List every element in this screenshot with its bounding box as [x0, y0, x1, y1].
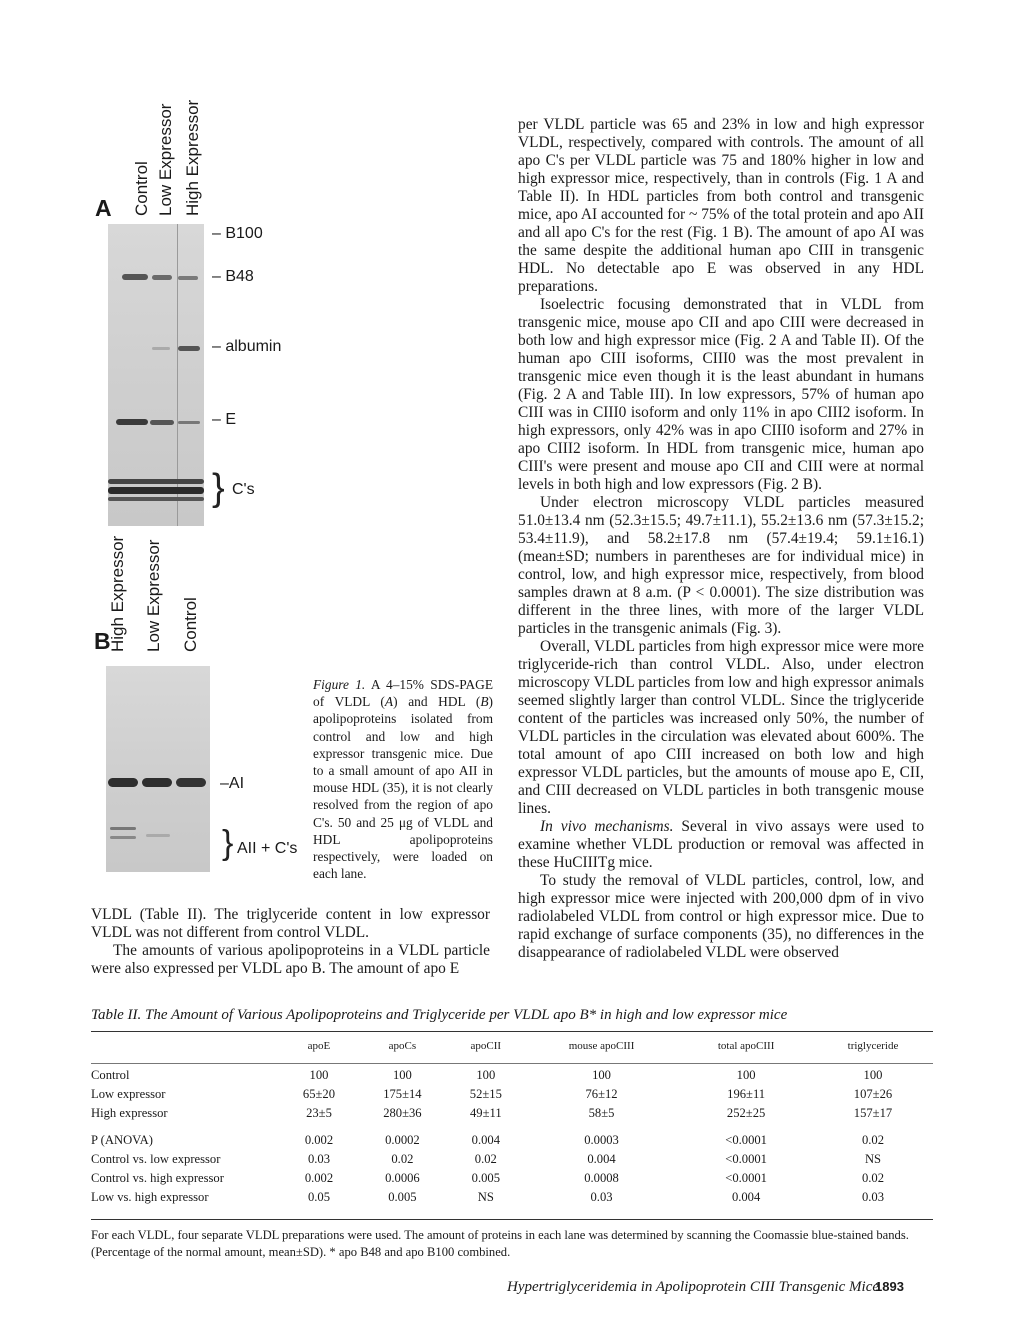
band-albumin [152, 347, 170, 350]
table-row [91, 1188, 933, 1207]
marker-e: – E [212, 411, 237, 428]
column-header: apoCs [388, 1040, 417, 1052]
table-cell: 100 [476, 1068, 496, 1082]
table-cell: 65±20 [302, 1087, 336, 1101]
column-header: triglyceride [847, 1040, 899, 1052]
table-cell: 0.02 [391, 1152, 414, 1166]
table-cell: 100 [309, 1068, 329, 1082]
table-top-rule [91, 1031, 933, 1032]
table-cell: 0.0003 [584, 1133, 619, 1147]
lane-label-high-expressor: High Expressor [183, 99, 202, 216]
lane-label-control: Control [181, 597, 200, 652]
band-cs [108, 487, 204, 494]
row-label: High expressor [91, 1106, 168, 1120]
table-cell: 76±12 [585, 1087, 618, 1101]
row-label: Control vs. low expressor [91, 1152, 221, 1166]
brace-icon: } [222, 824, 234, 862]
band-cs [108, 479, 204, 484]
table-row [91, 1104, 933, 1123]
figure-caption: Figure 1. A 4–15% SDS-PAGE of VLDL (A) and HDL (B) apolipoproteins isolated from control and low and high expressor transgenic mice. Due to a small amount of apo AII in mouse HDL (35), it is not clearly resolved from the region of apo C's. 50 and 25 μg of VLDL and HDL apolipoproteins respectively, were loaded on each lane. [313, 677, 494, 882]
lane-label-low-expressor: Low Expressor [156, 103, 175, 216]
paragraph: Overall, VLDL particles from high expressor mice were more triglyceride-rich than control VLDL. Also, under electron microscopy VLDL particles from low and high expressor animals seemed slightly larger than control VLDL. Since the triglyceride content of the particles was increased only 50%, the number of VLDL particles in the circulation was elevated about 600%. The total amount of apo CIII increased on both low and high expressor VLDL particles, but the amounts of mouse apo E, CII, and CIII decreased on VLDL particles in both transgenic mouse lines. [518, 638, 924, 817]
lane-label-high-expressor: High Expressor [108, 535, 127, 652]
table-cell: 49±11 [470, 1106, 502, 1120]
table-cell: 0.0008 [584, 1171, 619, 1185]
table-cell: 58±5 [588, 1106, 615, 1120]
left-column [91, 906, 490, 978]
table-cell: 23±5 [306, 1106, 332, 1120]
table-cell: 100 [592, 1068, 611, 1082]
lane-label-low-expressor: Low Expressor [144, 539, 163, 652]
gel-panel-b [106, 666, 210, 872]
paragraph: The amounts of various apolipoproteins in a VLDL particle were also expressed per VLDL apo B. The amount of apo E [91, 942, 490, 977]
band-ai [142, 778, 172, 787]
table-cell: 0.002 [304, 1133, 334, 1147]
table-cell: 0.004 [471, 1133, 500, 1147]
table-row [91, 1066, 933, 1085]
table-cell: 175±14 [383, 1087, 422, 1101]
table-spacer [91, 1123, 933, 1131]
band-aii-cs [110, 836, 136, 839]
paragraph: VLDL (Table II). The triglyceride content in low expressor VLDL was not different from control VLDL. [91, 906, 490, 941]
paragraph: To study the removal of VLDL particles, control, low, and high expressor mice were injected with 200,000 dpm of in vivo radiolabeled VLDL from control or high expressor mice. Due to rapid exchange of surface components (35), no differences in the disappearance of radiolabeled VLDL were observed [518, 872, 924, 961]
column-header: apoCII [470, 1040, 502, 1052]
band-cs [108, 497, 204, 501]
table-footnote: For each VLDL, four separate VLDL preparations were used. The amount of proteins in each lane was determined by scanning the Coomassie blue-stained bands. (Percentage of the normal amount, mean±SD). * apo B48 and apo B100 combined. [91, 1228, 909, 1259]
row-label: Control vs. high expressor [91, 1171, 224, 1185]
page-number: 1893 [875, 1279, 904, 1294]
table-cell: 196±11 [727, 1087, 766, 1101]
table-cell: <0.0001 [725, 1171, 767, 1185]
table-cell: 0.005 [388, 1190, 417, 1204]
panel-a-letter: A [95, 195, 112, 221]
table-cell: 100 [736, 1068, 756, 1082]
row-label: Low expressor [91, 1087, 166, 1101]
table-cell: <0.0001 [725, 1133, 767, 1147]
table-cell: 0.004 [731, 1190, 761, 1204]
band-aii-cs [146, 834, 170, 837]
caption-label: Figure 1. [313, 677, 366, 692]
table-cell: 0.0006 [385, 1171, 420, 1185]
data-table [91, 1040, 933, 1207]
band-ai [176, 778, 206, 787]
table-cell: 0.02 [861, 1171, 885, 1185]
marker-ai: –AI [220, 775, 245, 792]
row-label: Control [91, 1068, 130, 1082]
marker-albumin: – albumin [212, 338, 282, 355]
marker-b100: – B100 [212, 225, 263, 242]
table-cell: NS [864, 1152, 882, 1166]
paragraph: In vivo mechanisms. Several in vivo assays were used to examine whether VLDL production or removal was affected in these HuCIIITg mice. [518, 818, 925, 871]
table-cell: 0.05 [307, 1190, 330, 1204]
row-label: P (ANOVA) [91, 1133, 153, 1147]
brace-icon: } [212, 467, 225, 509]
band-albumin [178, 346, 200, 351]
table-header-row [91, 1040, 933, 1066]
table-title: Table II. The Amount of Various Apolipoproteins and Triglyceride per VLDL apo B* in high and low expressor mice [91, 1007, 788, 1023]
table-cell: NS [477, 1190, 494, 1204]
band-b48 [122, 274, 148, 280]
table-cell: 0.03 [307, 1152, 330, 1166]
lane-label-control: Control [132, 161, 151, 216]
running-head: Hypertriglyceridemia in Apolipoprotein CIII Transgenic Mice [507, 1279, 880, 1295]
band-e [116, 419, 148, 425]
table-row [91, 1131, 933, 1150]
table-cell: 252±25 [726, 1106, 766, 1120]
table-cell: 0.02 [474, 1152, 497, 1166]
table-cell: <0.0001 [725, 1152, 767, 1166]
table-row [91, 1169, 933, 1188]
table-cell: 100 [863, 1068, 883, 1082]
table-cell: 0.0002 [385, 1133, 420, 1147]
table-bottom-rule [91, 1219, 933, 1220]
table-cell: 0.005 [471, 1171, 500, 1185]
table-cell: 0.004 [587, 1152, 616, 1166]
table-cell: 157±17 [853, 1106, 893, 1120]
paragraph: Isoelectric focusing demonstrated that in VLDL from transgenic mice, mouse apo CII and apo CIII were decreased in both low and high expressor mice (Fig. 2 A and Table II). Of the human apo CIII isoforms, CIII0 was the most prevalent in transgenic mice even though it is the least abundant in humans (Fig. 2 A and Table III). In low expressors, 57% of human apo CIII was in CIII0 isoform and only 11% in apo CIII2 isoform. In high expressors, only 42% was in apo CIII0 isoform and 27% in apo CIII2 isoform. In HDL from transgenic mice, human apo CIII's were present and mouse apo CII and CIII were at normal levels in both high and low expressors (Fig. 2 B). [518, 296, 924, 493]
table-cell: 0.02 [861, 1133, 885, 1147]
marker-cs: C's [232, 481, 255, 498]
gel-panel-a [108, 224, 204, 526]
table-cell: 280±36 [383, 1106, 422, 1120]
panel-b-letter: B [94, 628, 111, 654]
band-e [150, 420, 174, 425]
table-cell: 52±15 [469, 1087, 502, 1101]
column-header: mouse apoCIII [568, 1040, 635, 1052]
band-ai [108, 778, 138, 787]
table-cell: 0.03 [861, 1190, 885, 1204]
table-cell: 100 [392, 1068, 412, 1082]
band-b48 [178, 276, 198, 280]
right-column [518, 116, 924, 962]
table-cell: 0.03 [590, 1190, 613, 1204]
column-header: apoE [307, 1040, 331, 1052]
table-cell: 107±26 [853, 1087, 893, 1101]
row-label: Low vs. high expressor [91, 1190, 209, 1204]
marker-aii-cs: AII + C's [237, 840, 298, 857]
column-header [91, 1040, 281, 1066]
paragraph: per VLDL particle was 65 and 23% in low and high expressor VLDL, respectively, compared with controls. The amount of all apo C's per VLDL particle was 75 and 180% higher in low and high expressor mice, respectively, than in controls (Fig. 1 A and Table II). In HDL particles from both control and transgenic mice, apo AI accounted for ~ 75% of the total protein and apo AII and all apo C's for the rest (Fig. 1 B). The amount of apo AI was the same despite the additional human apo CIII in transgenic HDL. No detectable apo E was observed in any HDL preparations. [518, 116, 924, 295]
column-header: total apoCIII [717, 1040, 775, 1052]
band-aii-cs [110, 827, 136, 830]
band-b48 [152, 275, 172, 280]
marker-b48: – B48 [212, 268, 254, 285]
table-row [91, 1150, 933, 1169]
table-cell: 0.002 [304, 1171, 334, 1185]
table-row [91, 1085, 933, 1104]
band-e [178, 421, 200, 424]
section-heading: In vivo mechanisms. [540, 818, 674, 835]
paragraph: Under electron microscopy VLDL particles measured 51.0±13.4 nm (52.3±15.5; 49.7±11.1), 55.2±13.6 nm (57.3±15.2; 53.4±11.9), and 58.2±17.8 nm (57.4±19.4; 59.1±16.1) (mean±SD; numbers in parentheses are for individual mice) in control, low, and high expressor mice, respectively, from blood samples drawn at 8 a.m. (P < 0.0001). The size distribution was different in the three lines, with more of the larger VLDL particles in the transgenic animals (Fig. 3). [518, 494, 924, 637]
